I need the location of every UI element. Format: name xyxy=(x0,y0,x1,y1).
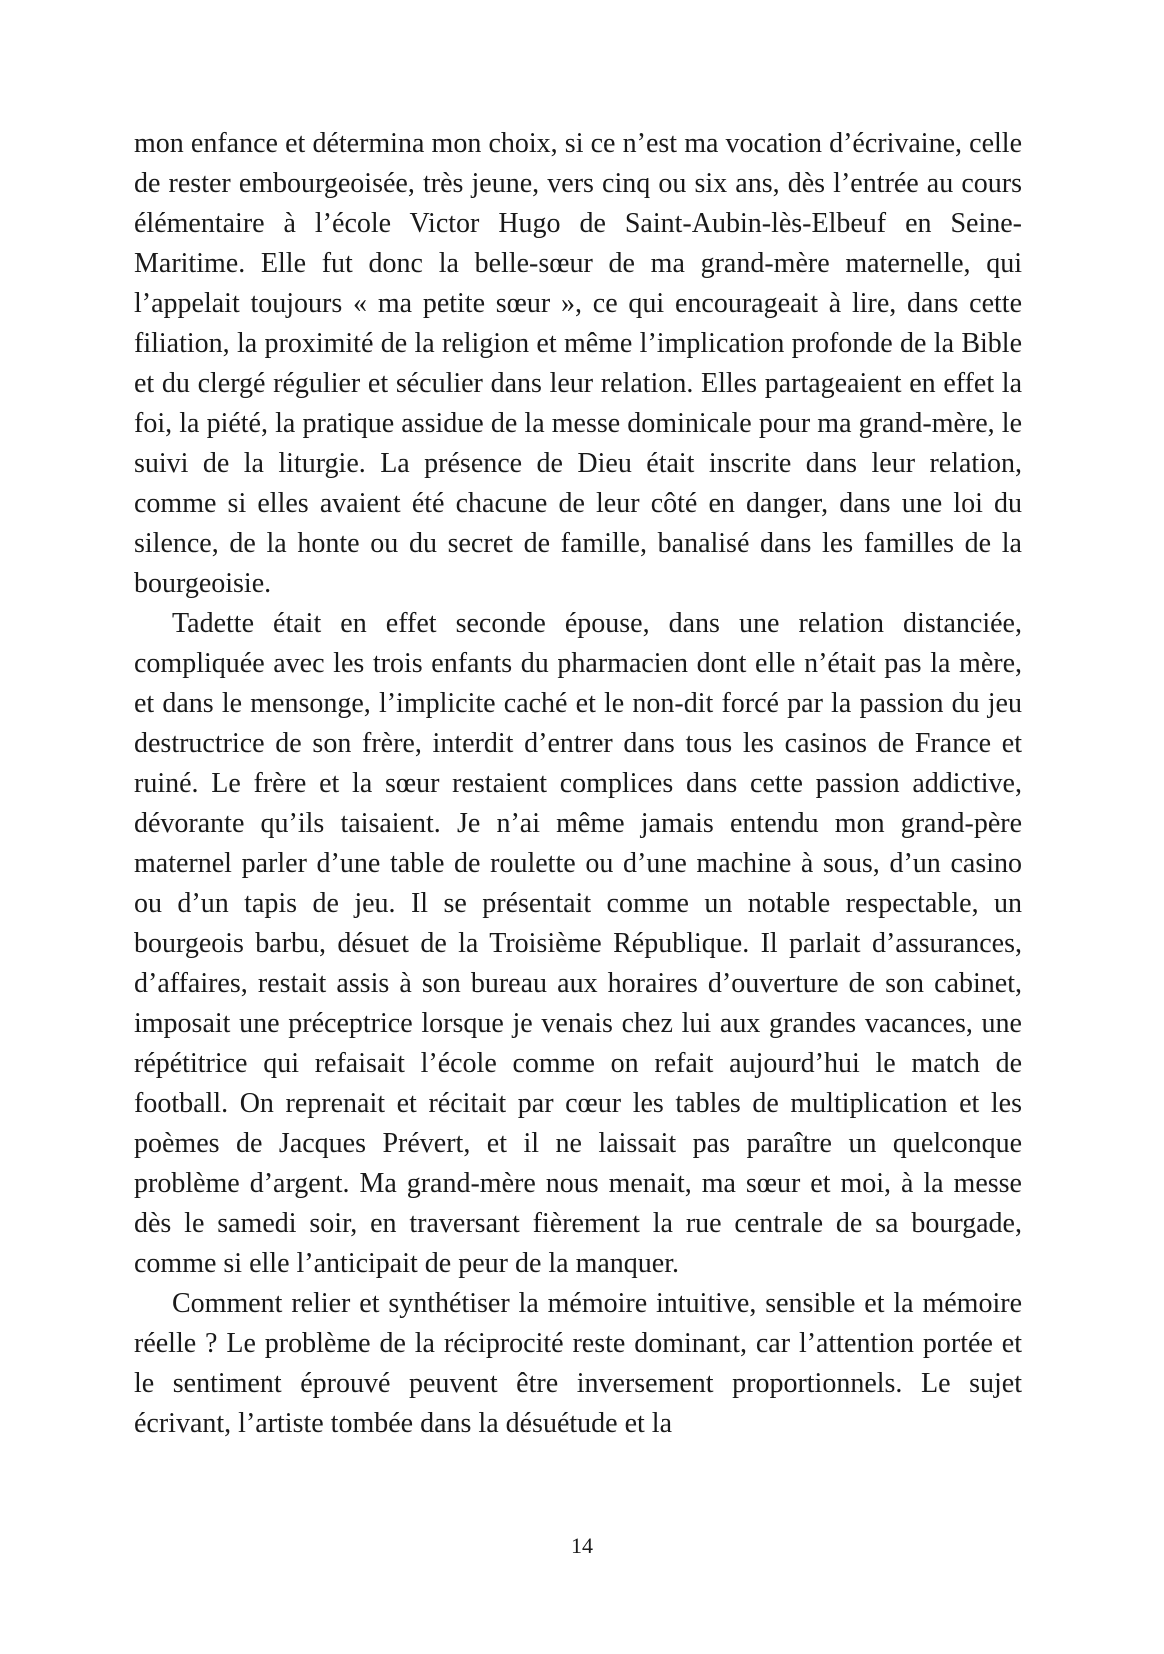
paragraph: Tadette était en effet seconde épouse, dans une relation distanciée, compliquée avec les trois enfants du pharmacien dont elle n’était pas la mère, et dans le mensonge, l’implicite caché et le non-dit forcé par la passion du jeu destructrice de son frère, interdit d’entrer dans tous les casinos de France et ruiné. Le frère et la sœur restaient complices dans cette passion addictive, dévorante qu’ils taisaient. Je n’ai même jamais entendu mon grand-père maternel parler d’une table de roulette ou d’une machine à sous, d’un casino ou d’un tapis de jeu. Il se présentait comme un notable respectable, un bourgeois barbu, désuet de la Troisième République. Il parlait d’assurances, d’affaires, restait assis à son bureau aux horaires d’ouverture de son cabinet, imposait une préceptrice lorsque je venais chez lui aux grandes vacances, une répétitrice qui refaisait l’école comme on refait aujourd’hui le match de football. On reprenait et récitait par cœur les tables de multiplication et les poèmes de Jacques Prévert, et il ne laissait pas paraître un quelconque problème d’argent. Ma grand-mère nous menait, ma sœur et moi, à la messe dès le samedi soir, en traversant fièrement la rue centrale de sa bourgade, comme si elle l’anticipait de peur de la manquer. xyxy=(134,608,1022,1279)
page-body xyxy=(134,124,1022,1444)
paragraph: Comment relier et synthétiser la mémoire intuitive, sensible et la mémoire réelle ? Le problème de la réciprocité reste dominant, car l’attention portée et le sentiment éprouvé peuvent être inversement proportionnels. Le sujet écrivant, l’artiste tombée dans la désuétude et la xyxy=(134,1288,1022,1439)
paragraph: mon enfance et détermina mon choix, si ce n’est ma vocation d’écrivaine, celle de rester embourgeoisée, très jeune, vers cinq ou six ans, dès l’entrée au cours élémentaire à l’école Victor Hugo de Saint-Aubin-lès-Elbeuf en Seine-Maritime. Elle fut donc la belle-sœur de ma grand-mère maternelle, qui l’appelait toujours « ma petite sœur », ce qui encourageait à lire, dans cette filiation, la proximité de la religion et même l’implication profonde de la Bible et du clergé régulier et séculier dans leur relation. Elles partageaient en effet la foi, la piété, la pratique assidue de la messe dominicale pour ma grand-mère, le suivi de la liturgie. La présence de Dieu était inscrite dans leur relation, comme si elles avaient été chacune de leur côté en danger, dans une loi du silence, de la honte ou du secret de famille, banalisé dans les familles de la bourgeoisie. xyxy=(134,128,1022,599)
page-number: 14 xyxy=(571,1533,593,1558)
